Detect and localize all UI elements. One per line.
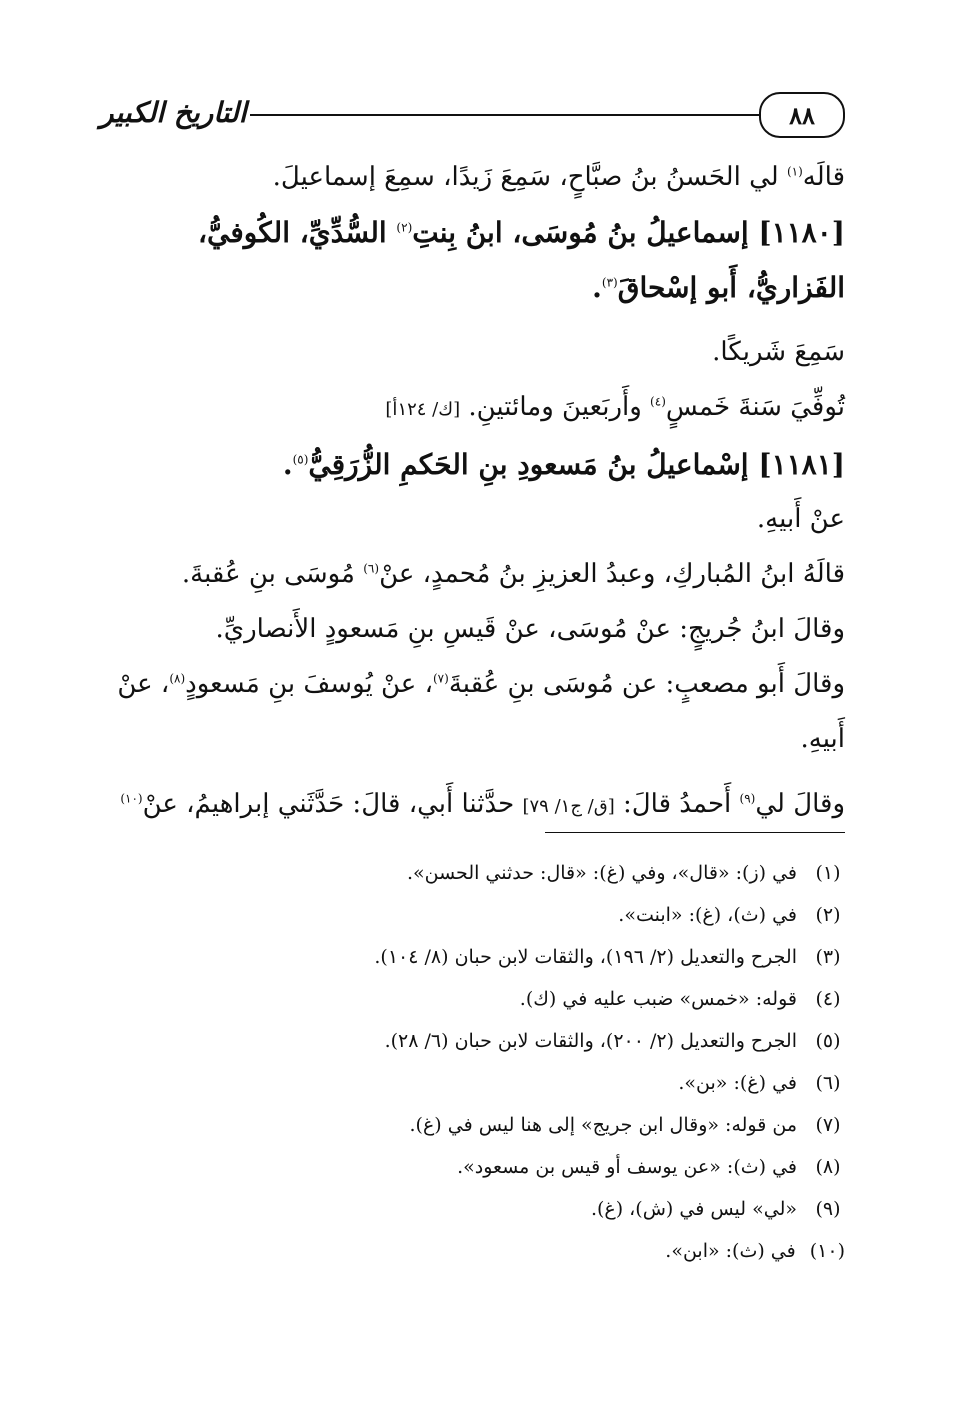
footnote-item — [100, 936, 845, 978]
footnote-number: (٥) — [815, 1030, 841, 1052]
footnote-item — [100, 1188, 845, 1230]
footnote-text: الجرح والتعديل (٢/ ٢٠٠)، والثقات لابن حبان (٦/ ٢٨). — [384, 1030, 797, 1052]
text-line: وقالَ ابنُ جُريجٍ: عنْ مُوسَى، عنْ قَيسِ بنِ مَسعودٍ الأَنصاريِّ. — [215, 614, 845, 644]
text-line: سَمِعَ شَريكًا. — [712, 337, 845, 367]
footnote-text: في (ث)، (غ): «ابنت». — [618, 904, 797, 926]
footnote-number: (٤) — [815, 988, 841, 1010]
entry-heading: [١١٨٠] إسماعيلُ بنُ مُوسَى، ابنُ بِنتِ$^{(٢)}$ السُّدِّيِّ، الكُوفيُّ، الفَزاريُّ، أَبو إسْحاقَ$^{(٣)}$. — [197, 216, 845, 304]
entry-heading: [١١٨١] إسْماعيلُ بنُ مَسعودِ بنِ الحَكمِ الزُّرَقِيُّ$^{(٥)}$. — [282, 448, 845, 481]
footnote-number: (٧) — [815, 1114, 841, 1136]
footnote-number: (١) — [815, 862, 841, 884]
footnote-text: في (ث): «ابن». — [665, 1240, 796, 1262]
footnote-item — [100, 1104, 845, 1146]
text-line: قالَه$^{(١)}$ لي الحَسنُ بنُ صبَّاحٍ، سَمِعَ زَيدًا، سمِعَ إسماعيلَ. — [272, 162, 845, 192]
text-line: قالَهُ ابنُ المُباركِ، وعبدُ العزيزِ بنُ مُحمدٍ، عنْ$^{(٦)}$ مُوسَى بنِ عُقبةَ. — [181, 559, 845, 589]
footnote-item — [100, 1020, 845, 1062]
footnote-text: من قوله: «وقال ابن جريج» إلى هنا ليس في (غ). — [409, 1114, 797, 1136]
footnote-number: (٦) — [815, 1072, 841, 1094]
text-line: وقالَ لي$^{(٩)}$ أَحمدُ قالَ: [ق/ ج١/ ٧٩] حدَّثنا أَبي، قالَ: حَدَّثَني إبراهيمُ، عنْ$^{(١٠)}$ — [120, 789, 845, 819]
footnote-ref[interactable]: (٦) — [363, 561, 380, 576]
page-header — [100, 92, 845, 142]
manuscript-ref: [ك/ ١٢٤أ] — [385, 399, 461, 420]
manuscript-ref: [ق/ ج١/ ٧٩] — [522, 796, 615, 817]
footnote-ref[interactable]: (١٠) — [120, 791, 143, 806]
footnote-ref[interactable]: (٩) — [739, 791, 756, 806]
footnote-item — [100, 852, 845, 894]
text-line: تُوفِّيَ سَنةَ خَمسٍ$^{(٤)}$ وأَربَعينَ ومائتينِ. [ك/ ١٢٤أ] — [385, 392, 845, 422]
footnotes — [100, 852, 845, 1272]
footnote-item — [100, 894, 845, 936]
footnote-item — [100, 1062, 845, 1104]
footnote-ref[interactable]: (٤) — [650, 394, 666, 409]
book-title: التاريخ الكبير — [100, 96, 247, 129]
footnote-text: في (ث): «عن يوسف أو قيس بن مسعود». — [457, 1156, 797, 1178]
header-rule — [250, 114, 759, 116]
footnote-ref[interactable]: (٥) — [292, 452, 309, 467]
footnote-number: (٩) — [815, 1198, 841, 1220]
footnote-text: في (غ): «بن». — [678, 1072, 797, 1094]
footnote-text: الجرح والتعديل (٢/ ١٩٦)، والثقات لابن حبان (٨/ ١٠٤). — [374, 946, 797, 968]
footnote-separator — [545, 832, 845, 833]
footnote-item — [100, 1230, 845, 1272]
footnote-number: (١٠) — [809, 1240, 845, 1262]
footnote-ref[interactable]: (٧) — [432, 671, 449, 686]
footnote-number: (٨) — [815, 1156, 841, 1178]
footnote-ref[interactable]: (٣) — [601, 275, 618, 290]
main-text — [100, 150, 845, 834]
text-line: عنْ أَبيهِ. — [756, 504, 845, 534]
footnote-item — [100, 978, 845, 1020]
footnote-text: في (ز): «قال»، وفي (غ): «قال: حدثني الحسن». — [406, 862, 797, 884]
footnote-ref[interactable]: (١) — [786, 164, 803, 179]
footnote-item — [100, 1146, 845, 1188]
text-line: وقالَ أَبو مصعبٍ: عن مُوسَى بنِ عُقبةَ$^{(٧)}$، عنْ يُوسفَ بنِ مَسعودٍ$^{(٨)}$، عنْ أَبيهِ. — [117, 669, 845, 754]
footnote-number: (٢) — [815, 904, 841, 926]
footnote-ref[interactable]: (٨) — [169, 671, 186, 686]
footnote-number: (٣) — [815, 946, 841, 968]
page-number: ٨٨ — [759, 92, 845, 138]
footnote-text: قوله: «خمس» ضبب عليه في (ك). — [519, 988, 797, 1010]
footnote-ref[interactable]: (٢) — [396, 220, 413, 235]
footnote-text: «لي» ليس في (ش)، (غ). — [590, 1198, 797, 1220]
